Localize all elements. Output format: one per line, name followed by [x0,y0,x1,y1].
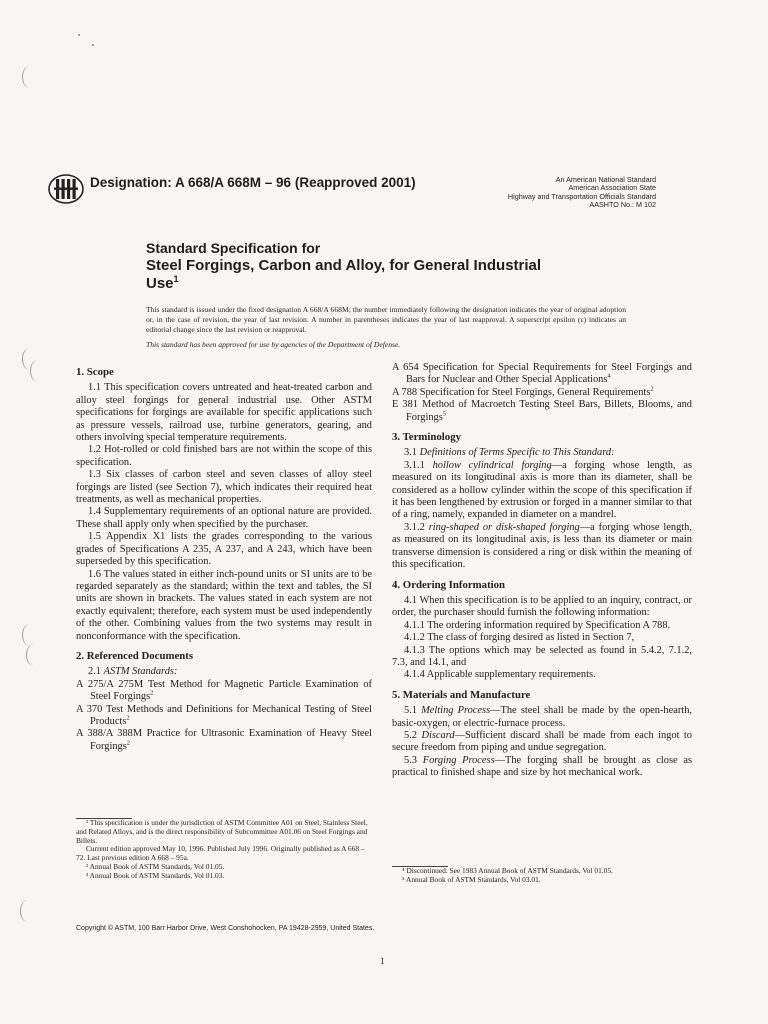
approval-line: AASHTO No.: M 102 [589,200,656,210]
reference-text: A 788 Specification for Steel Forgings, General Requirements [392,386,651,398]
clause-title: Forging Process [422,754,495,766]
footnote: ⁴ Discontinued. See 1983 Annual Book of ASTM Standards, Vol 01.05. [402,866,613,875]
paragraph [392,730,692,755]
footnote-ref: 2 [650,385,654,393]
definition-text: —a forging whose length, as measured on its longitudinal axis is more than its diameter, shall be considered as a hollow cylinder within the scope of this specification if it has been lengthened by extrusion or forged in a manner similar to that of a ring, namely, expanded in diameter on a mandrel. [392,459,692,521]
clause-title: Melting Process [421,705,491,717]
paragraph: 1.4 Supplementary requirements of an optional nature are provided. These shall apply only when specified by the purchaser. [76,506,372,530]
reference-item [76,704,372,729]
paragraph: 1.5 Appendix X1 lists the grades corresponding to the various grades of Specifications A 235, A 237, and A 243, which have been superseded by this specification. [76,531,372,568]
paragraph [392,460,692,522]
reference-item [76,728,372,753]
title-line: Standard Specification for [146,240,321,256]
paragraph [392,705,692,730]
clause-text: —The steel shall be made by the open-hearth, basic-oxygen, or electric-furnace process. [392,705,692,729]
paragraph [392,755,692,780]
title-line: Steel Forgings, Carbon and Alloy, for General Industrial [146,257,542,274]
defined-term: ring-shaped or disk-shaped forging [428,521,580,533]
right-column [392,362,692,780]
section-heading: 3. Terminology [392,431,461,444]
clause-title: ASTM Standards: [103,666,178,678]
reference-text: A 275/A 275M Test Method for Magnetic Particle Examination of Steel Forgings [76,678,372,703]
paragraph: 4.1.3 The options which may be selected as found in 5.4.2, 7.1.2, 7.3, and 14.1, and [392,644,692,668]
footnote: Current edition approved May 10, 1996. Published July 1996. Originally published as A 668 – 72. Last previous edition A 668 – 95a. [76,844,365,863]
reference-item [392,362,692,387]
footnote: ¹ This specification is under the jurisdiction of ASTM Committee A01 on Steel, Stainless Steel, and Related Alloys, and is the direct responsibility of Subcommittee A01.06 on Steel Forgings and Billets. [76,818,368,845]
footnote-ref: 4 [607,372,611,380]
approval-line: American Association State [568,183,656,193]
paragraph: 4.1 When this specification is to be applied to an inquiry, contract, or order, the purchaser should furnish the following information: [392,594,692,619]
reference-text: E 381 Method of Macroetch Testing Steel Bars, Billets, Blooms, and Forgings [392,399,692,423]
clause-number: 3.1.2 [404,521,429,533]
paragraph: 4.1.1 The ordering information required by Specification A 788. [404,619,671,631]
approval-line: An American National Standard [555,175,656,184]
footnote-ref: 5 [442,410,447,418]
footnote: ² Annual Book of ASTM Standards, Vol 01.05. [86,861,225,871]
clause-number: 3.1 [404,447,420,459]
paragraph [76,666,372,678]
binder-hole-mark [22,66,37,88]
footnote: ³ Annual Book of ASTM Standards, Vol 01.03. [86,870,225,880]
document-title [146,240,616,293]
title-word: Use [146,275,174,292]
clause-number: 5.3 [404,754,423,766]
paragraph [392,522,692,572]
dod-approval-note: This standard has been approved for use by agencies of the Department of Defense. [146,340,401,349]
reference-item [76,679,372,704]
clause-text: —Sufficient discard shall be made from each ingot to secure freedom from piping and undue segregation. [392,729,692,754]
paragraph: 1.1 This specification covers untreated and heat-treated carbon and alloy steel forgings for general industrial use. Other ASTM specifications for forgings are available for specific applications such as pressure vessels, railroad use, turbine generators, gearing, and others involving special temperature requirements. [76,382,372,444]
standard-notice: This standard is issued under the fixed designation A 668/A 668M; the number immediately following the designation indicates the year of original adoption or, in the case of revision, the year of last revision. A number in parentheses indicates the year of last reapproval. A superscript epsilon (ε) indicates an editorial change since the last revision or reapproval. [146,305,626,334]
footnotes-right [392,866,692,885]
clause-number: 2.1 [88,666,104,678]
binder-hole-mark [20,900,35,922]
section-heading: 1. Scope [76,366,114,378]
clause-title: Discard [421,729,455,741]
footnote-ref: 1 [173,274,179,284]
clause-number: 5.1 [404,705,422,717]
section-heading: 5. Materials and Manufacture [392,688,531,701]
binder-hole-mark [22,624,37,646]
clause-number: 3.1.1 [404,459,433,471]
footnote-ref: 2 [126,714,130,722]
footnote: ⁵ Annual Book of ASTM Standards, Vol 03.01. [402,874,541,884]
scan-speck [92,44,94,46]
paragraph: 1.6 The values stated in either inch-pound units or SI units are to be regarded separately as the standard; within the text and tables, the SI units are shown in brackets. The values stated in each system are not exactly equivalent; therefore, each system must be used independently of the other. Combining values from the two systems may result in nonconformance with the specification. [76,568,372,642]
binder-hole-mark [26,644,41,666]
reference-text: A 388/A 388M Practice for Ultrasonic Examination of Heavy Steel Forgings [76,728,372,752]
reference-item [392,399,692,424]
astm-logo [48,174,84,204]
definition-text: —a forging whose length, as measured on its longitudinal axis, is less than its diameter or main transverse dimension is considered a ring or disk within the meaning of this specification. [392,521,692,571]
clause-text: —The forging shall be brought as close as practical to finished shape and size by hot mechanical work. [392,754,692,779]
paragraph: 1.2 Hot-rolled or cold finished bars are not within the scope of this specification. [76,444,372,468]
paragraph [392,447,692,459]
paragraph: 1.3 Six classes of carbon steel and seven classes of alloy steel forgings are listed (see Section 7), which indicates their required heat treatments, as well as mechanical properties. [76,469,372,506]
reference-item [392,387,692,399]
designation: Designation: A 668/A 668M – 96 (Reapproved 2001) [90,175,416,190]
footnote-ref: 2 [126,739,131,747]
defined-term: hollow cylindrical forging [432,459,552,471]
page-number: 1 [380,956,385,966]
clause-number: 5.2 [404,729,422,741]
clause-title: Definitions of Terms Specific to This Standard: [419,447,615,459]
binder-hole-mark [30,360,45,382]
title-line [146,275,616,293]
footnotes-left [76,818,372,881]
paragraph: 4.1.4 Applicable supplementary requirements. [404,669,596,681]
left-column [76,366,372,753]
footnote-ref: 2 [150,689,154,697]
scan-speck [78,34,80,36]
reference-text: A 654 Specification for Special Requirements for Steel Forgings and Bars for Nuclear and Other Special Applications [392,362,692,386]
section-heading: 2. Referenced Documents [76,649,194,662]
section-heading: 4. Ordering Information [392,578,506,591]
reference-text: A 370 Test Methods and Definitions for Mechanical Testing of Steel Products [76,703,372,727]
approval-block [436,176,656,210]
paragraph: 4.1.2 The class of forging desired as listed in Section 7, [404,632,635,644]
approval-line: Highway and Transportation Officials Standard [507,191,656,201]
copyright-line: Copyright © ASTM, 100 Barr Harbor Drive, West Conshohocken, PA 19428-2959, United States. [76,925,375,932]
